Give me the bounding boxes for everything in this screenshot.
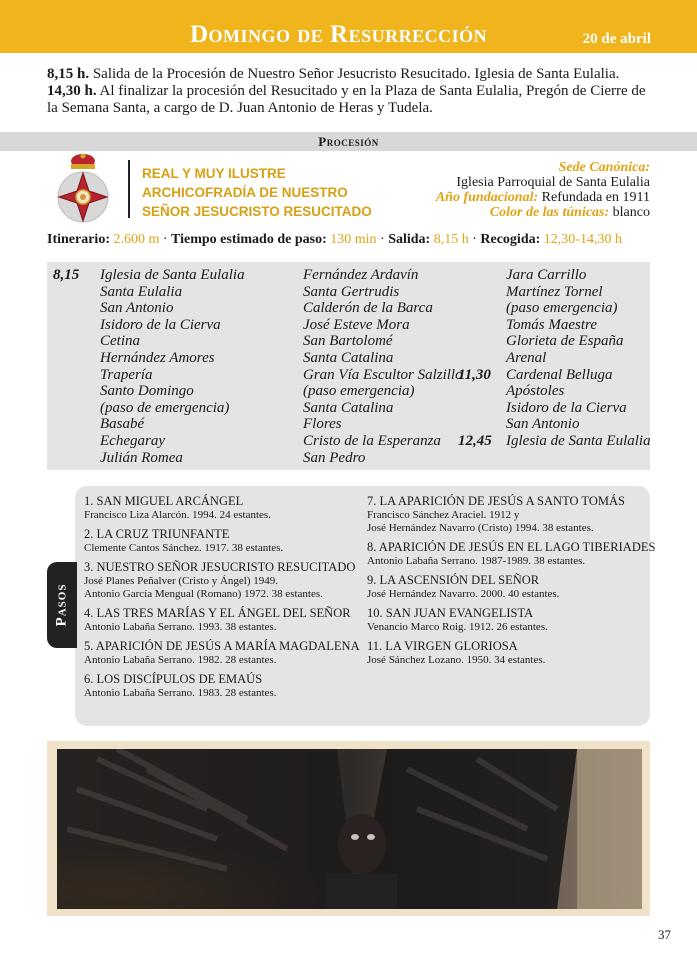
route-street: Santa Catalina: [303, 349, 394, 366]
paso-item: [84, 639, 360, 667]
paso-desc: José Sánchez Lozano. 1950. 34 estantes.: [367, 654, 546, 666]
paso-desc: Antonio Labaña Serrano. 1987-1989. 38 estantes.: [367, 555, 586, 567]
route-street: Fernández Ardavín: [303, 267, 419, 283]
procession-photo: [57, 749, 642, 909]
route-street: Martínez Tornel: [506, 283, 603, 300]
paso-desc: Clemente Cantos Sánchez. 1917. 38 estantes.: [84, 542, 284, 554]
paso-item: [84, 560, 360, 601]
pasos-label: Pasos: [53, 583, 70, 627]
route-street: San Antonio: [100, 300, 174, 317]
route-street: Gran Vía Escultor Salzillo: [303, 366, 463, 383]
route-street: San Antonio: [506, 416, 580, 433]
page-number: 37: [658, 927, 671, 942]
route-street: San Bartolomé: [303, 333, 393, 350]
brotherhood-line: REAL Y MUY ILUSTRE: [142, 166, 286, 181]
paso-item: [84, 606, 360, 634]
paso-title: 11. LA VIRGEN GLORIOSA: [367, 639, 518, 653]
route-street: Arenal: [506, 349, 547, 366]
paso-item: [367, 573, 655, 601]
ano-value: Refundada en 1911: [541, 190, 650, 205]
paso-desc: Antonio Labaña Serrano. 1983. 28 estantes.: [84, 687, 277, 699]
sede-label: Sede Canónica:: [558, 160, 650, 175]
paso-desc: José Planes Peñalver (Cristo y Ángel) 1949.: [84, 575, 278, 587]
recogida-value: 12,30-14,30 h: [543, 232, 622, 247]
tiempo-value: 130 min: [330, 232, 377, 247]
paso-title: 3. NUESTRO SEÑOR JESUCRISTO RESUCITADO: [84, 560, 356, 574]
brotherhood-emblem-icon: [52, 153, 114, 227]
route-column-1: [100, 267, 245, 466]
paso-title: 8. APARICIÓN DE JESÚS EN EL LAGO TIBERIADES: [367, 540, 656, 554]
procesion-bar: [0, 132, 697, 151]
route-street: Julián Romea: [100, 449, 183, 466]
route-street: José Esteve Mora: [303, 316, 410, 333]
route-street: Isidoro de la Cierva: [506, 399, 627, 416]
paso-desc: Francisco Sánchez Araciel. 1912 y: [367, 509, 520, 521]
itinerary-summary: Itinerario: 2.600 m · Tiempo estimado de paso: 130 min · Salida: 8,15 h · Recogida: 12,30-14,30 h: [47, 232, 622, 247]
intro-line: [47, 66, 651, 83]
pasos-column-left: [84, 494, 360, 705]
brotherhood-info: [436, 160, 650, 220]
route-street: Santa Eulalia: [100, 283, 183, 300]
paso-title: 2. LA CRUZ TRIUNFANTE: [84, 527, 230, 541]
route-street: Jara Carrillo: [506, 267, 587, 283]
brotherhood-name: [142, 164, 372, 221]
paso-item: [367, 639, 655, 667]
photo-frame: [47, 741, 650, 916]
route-street: Trapería: [100, 366, 153, 383]
route-street: Iglesia de Santa Eulalia: [100, 267, 245, 283]
paso-title: 1. SAN MIGUEL ARCÁNGEL: [84, 494, 244, 508]
paso-desc: José Hernández Navarro. 2000. 40 estantes.: [367, 588, 560, 600]
page-date: 20 de abril: [582, 31, 651, 47]
paso-desc: José Hernández Navarro (Cristo) 1994. 38 estantes.: [367, 522, 594, 534]
page-title: Domingo de Resurrección: [190, 21, 488, 48]
color-value: blanco: [612, 205, 650, 220]
route-street: Cardenal Belluga: [506, 366, 613, 383]
salida-value: 8,15 h: [433, 232, 469, 247]
brotherhood-line: SEÑOR JESUCRISTO RESUCITADO: [142, 204, 372, 219]
paso-desc: Antonio García Mengual (Romano) 1972. 38 estantes.: [84, 588, 323, 600]
paso-title: 9. LA ASCENSIÓN DEL SEÑOR: [367, 573, 540, 587]
paso-desc: Antonio Labaña Serrano. 1993. 38 estantes.: [84, 621, 277, 633]
route-street: (paso de emergencia): [100, 399, 230, 416]
route-street: Isidoro de la Cierva: [100, 316, 221, 333]
paso-item: [367, 540, 655, 568]
route-street: Cristo de la Esperanza: [303, 432, 441, 449]
route-street: Cetina: [100, 333, 140, 350]
route-street: Flores: [303, 416, 342, 433]
color-label: Color de las túnicas:: [489, 205, 610, 220]
route-time: 12,45: [458, 433, 492, 449]
paso-item: [84, 494, 360, 522]
route-street: Apóstoles: [506, 383, 565, 400]
paso-desc: Antonio Labaña Serrano. 1982. 28 estantes.: [84, 654, 277, 666]
procesion-label: Procesión: [318, 134, 379, 149]
brotherhood-line: ARCHICOFRADÍA DE NUESTRO: [142, 185, 348, 200]
paso-title: 10. SAN JUAN EVANGELISTA: [367, 606, 534, 620]
tiempo-label: Tiempo estimado de paso:: [171, 232, 327, 247]
page-header: [0, 0, 697, 53]
paso-item: [367, 606, 655, 634]
itinerario-label: Itinerario:: [47, 232, 110, 247]
intro-text: [47, 66, 651, 117]
divider: [128, 160, 130, 218]
route-street: Calderón de la Barca: [303, 300, 433, 317]
paso-title: 6. LOS DISCÍPULOS DE EMAÚS: [84, 672, 263, 686]
intro-desc: Al finalizar la procesión del Resucitado y en la Plaza de Santa Eulalia, Pregón de Cierre de la Semana Santa, a cargo de D. Juan Antonio de Heras y Tudela.: [47, 83, 646, 116]
route-street: Santa Catalina: [303, 399, 394, 416]
ano-label: Año fundacional:: [435, 190, 539, 205]
route-panel: [47, 262, 650, 470]
route-street: Hernández Amores: [100, 349, 215, 366]
route-time: 8,15: [53, 267, 80, 283]
route-street: (paso emergencia): [303, 383, 415, 400]
route-column-3: [506, 267, 651, 450]
route-street: Basabé: [100, 416, 145, 433]
route-street: Echegaray: [100, 432, 165, 449]
intro-time: 8,15 h.: [47, 66, 90, 82]
intro-time: 14,30 h.: [47, 83, 97, 99]
intro-desc: Salida de la Procesión de Nuestro Señor Jesucristo Resucitado. Iglesia de Santa Eulalia.: [92, 66, 620, 82]
paso-item: [84, 672, 360, 700]
paso-desc: Venancio Marco Roig. 1912. 26 estantes.: [367, 621, 548, 633]
route-street: Santo Domingo: [100, 383, 194, 400]
paso-desc: Francisco Liza Alarcón. 1994. 24 estantes.: [84, 509, 271, 521]
pasos-tab: [47, 562, 77, 648]
route-column-2: [303, 267, 463, 466]
paso-title: 5. APARICIÓN DE JESÚS A MARÍA MAGDALENA: [84, 639, 360, 653]
route-street: Glorieta de España: [506, 333, 624, 350]
pasos-column-right: [367, 494, 655, 672]
itinerario-value: 2.600 m: [113, 232, 160, 247]
route-street: (paso emergencia): [506, 300, 618, 317]
paso-item: [84, 527, 360, 555]
route-street: San Pedro: [303, 449, 366, 466]
sede-value: Iglesia Parroquial de Santa Eulalia: [456, 175, 650, 190]
paso-item: [367, 494, 655, 535]
salida-label: Salida:: [388, 232, 431, 247]
paso-title: 7. LA APARICIÓN DE JESÚS A SANTO TOMÁS: [367, 494, 625, 508]
recogida-label: Recogida:: [480, 232, 541, 247]
route-street: Santa Gertrudis: [303, 283, 400, 300]
route-time: 11,30: [458, 367, 491, 383]
route-street: Iglesia de Santa Eulalia: [506, 432, 651, 449]
paso-title: 4. LAS TRES MARÍAS Y EL ÁNGEL DEL SEÑOR: [84, 606, 351, 620]
route-street: Tomás Maestre: [506, 316, 597, 333]
intro-line: [47, 83, 651, 117]
